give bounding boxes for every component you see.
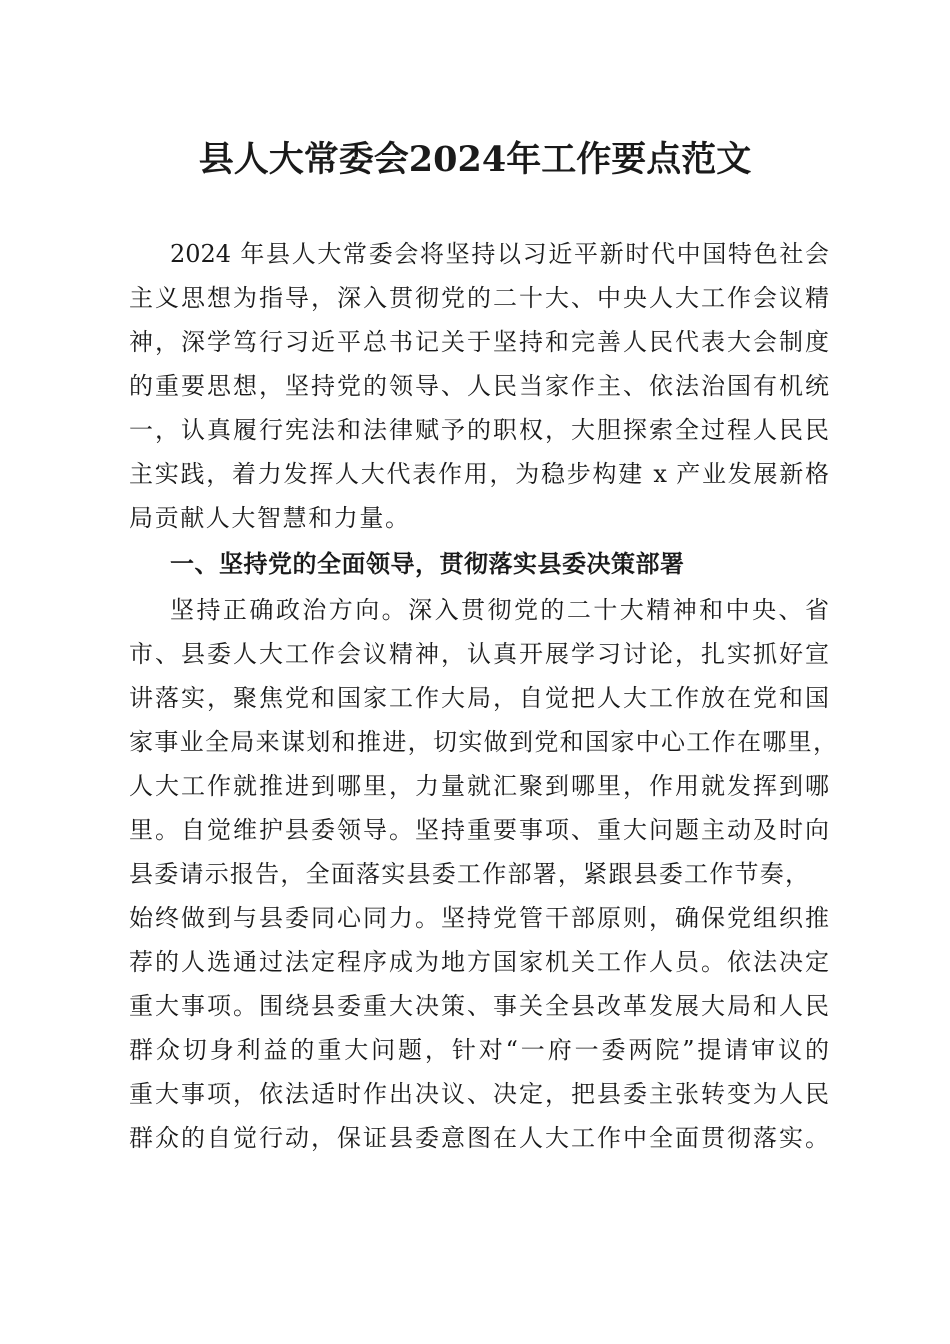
section1-line-13: 群众的自觉行动，保证县委意图在人大工作中全面贯彻落实。 <box>129 1124 829 1152</box>
section1-line-10: 重大事项。围绕县委重大决策、事关全县改革发展大局和人民 <box>129 992 829 1020</box>
section1-line-3: 讲落实，聚焦党和国家工作大局，自觉把人大工作放在党和国 <box>129 684 829 712</box>
intro-line-1: 2024 年县人大常委会将坚持以习近平新时代中国特色社会 <box>170 240 829 268</box>
section1-line-4: 家事业全局来谋划和推进，切实做到党和国家中心工作在哪里， <box>129 728 837 756</box>
section1-line-11: 群众切身利益的重大问题，针对“一府一委两院”提请审议的 <box>129 1036 829 1064</box>
document-title: 县人大常委会2024年工作要点范文 <box>198 139 752 180</box>
intro-line-6: 主实践，着力发挥人大代表作用，为稳步构建 x 产业发展新格 <box>129 460 829 488</box>
section1-line-8: 始终做到与县委同心同力。坚持党管干部原则，确保党组织推 <box>129 904 829 932</box>
section1-line-2: 市、县委人大工作会议精神，认真开展学习讨论，扎实抓好宣 <box>129 640 829 668</box>
intro-line-5: 一，认真履行宪法和法律赋予的职权，大胆探索全过程人民民 <box>129 416 829 444</box>
section1-line-5: 人大工作就推进到哪里，力量就汇聚到哪里，作用就发挥到哪 <box>129 772 829 800</box>
intro-line-2: 主义思想为指导，深入贯彻党的二十大、中央人大工作会议精 <box>129 284 829 312</box>
section1-line-9: 荐的人选通过法定程序成为地方国家机关工作人员。依法决定 <box>129 948 829 976</box>
intro-line-3: 神，深学笃行习近平总书记关于坚持和完善人民代表大会制度 <box>129 328 829 356</box>
intro-line-4: 的重要思想，坚持党的领导、人民当家作主、依法治国有机统 <box>129 372 829 400</box>
intro-line-7: 局贡献人大智慧和力量。 <box>129 504 411 532</box>
section1-line-6: 里。自觉维护县委领导。坚持重要事项、重大问题主动及时向 <box>129 816 829 844</box>
section-heading-1: 一、坚持党的全面领导，贯彻落实县委决策部署 <box>170 550 685 578</box>
section1-line-12: 重大事项，依法适时作出决议、决定，把县委主张转变为人民 <box>129 1080 829 1108</box>
section1-line-1: 坚持正确政治方向。深入贯彻党的二十大精神和中央、省 <box>170 596 829 624</box>
section1-line-7: 县委请示报告，全面落实县委工作部署，紧跟县委工作节奏， <box>129 860 809 888</box>
